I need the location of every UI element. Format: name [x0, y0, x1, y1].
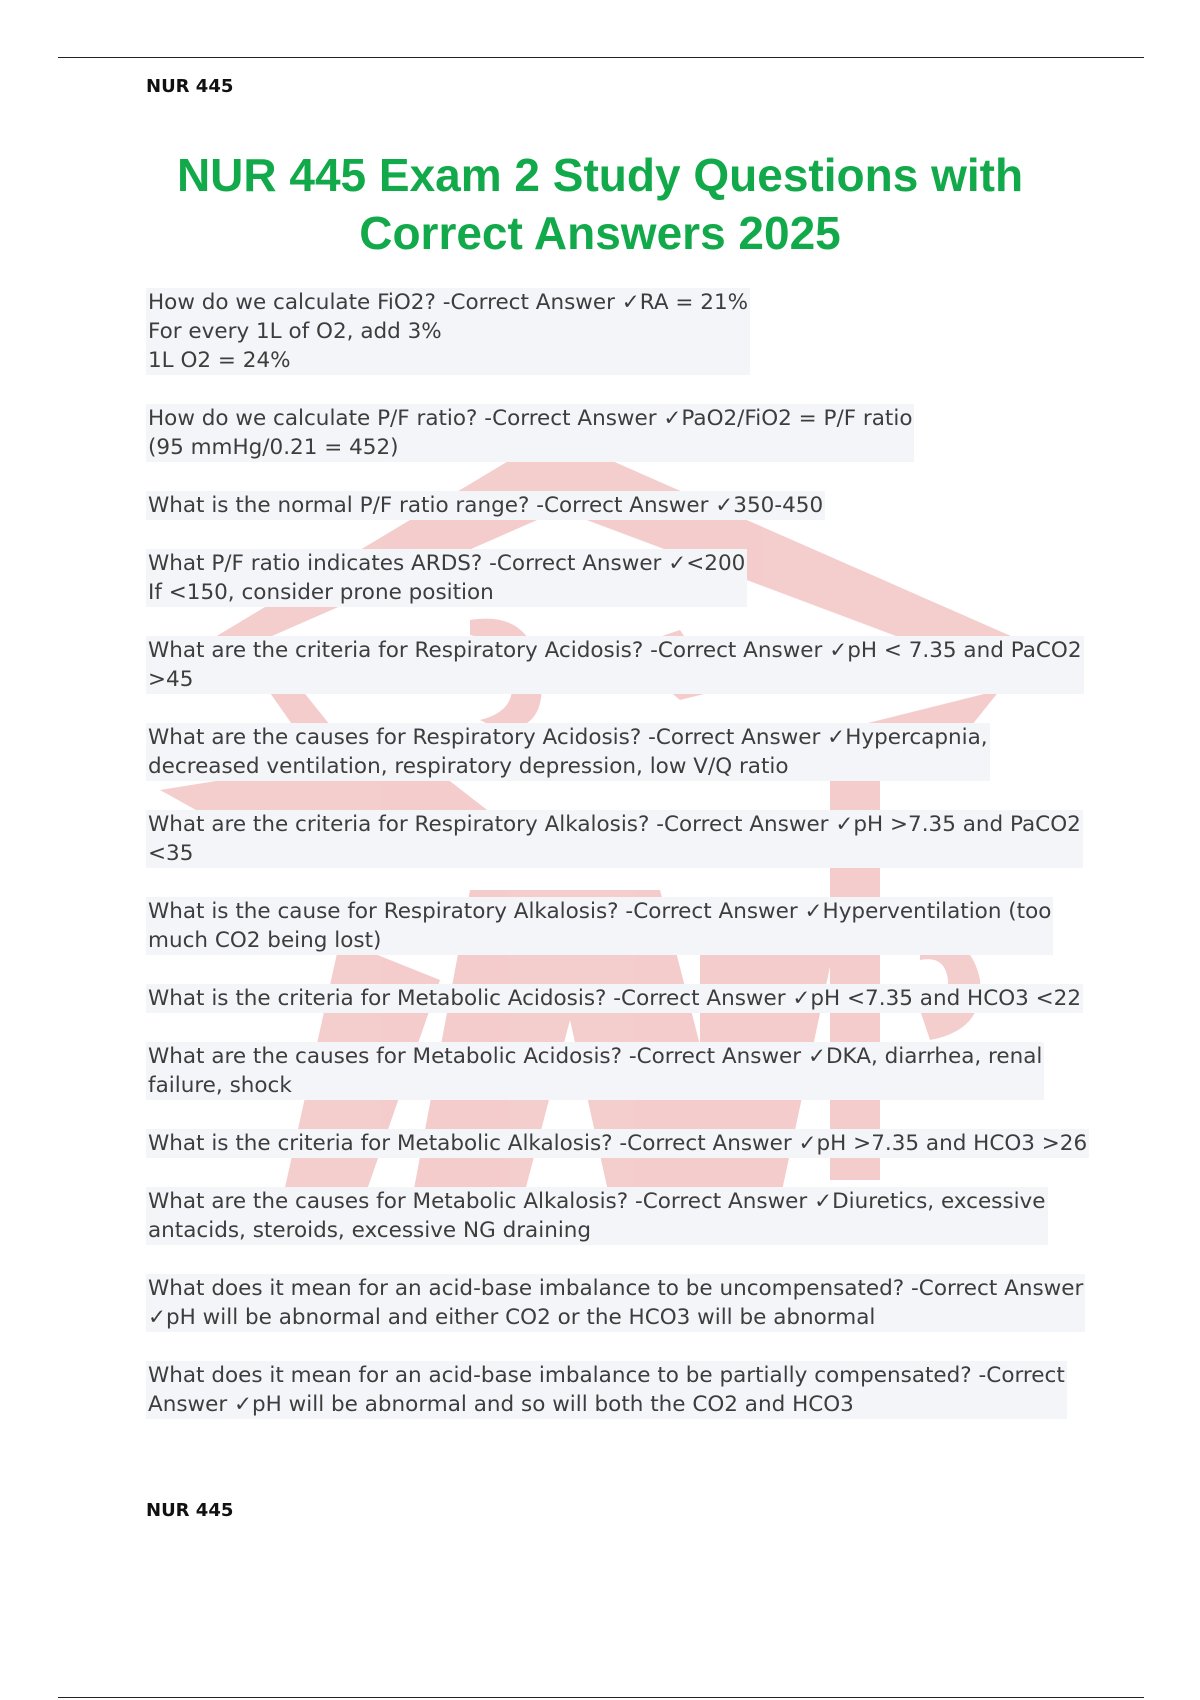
header-rule	[58, 57, 1144, 58]
qa-item	[146, 288, 1096, 375]
qa-item	[146, 723, 1096, 781]
qa-text: What does it mean for an acid-base imbalance to be uncompensated? -Correct Answer ✓pH will be abnormal and either CO2 or the HCO3 will be abnormal	[148, 1276, 1084, 1330]
qa-item	[146, 404, 1096, 462]
qa-text: What are the causes for Metabolic Acidosis? -Correct Answer ✓DKA, diarrhea, renal failure, shock	[148, 1044, 1043, 1098]
qa-text: What P/F ratio indicates ARDS? -Correct Answer ✓<200 If <150, consider prone position	[148, 551, 746, 605]
qa-item	[146, 1129, 1096, 1158]
qa-item	[146, 1042, 1096, 1100]
qa-text: What is the criteria for Metabolic Alkalosis? -Correct Answer ✓pH >7.35 and HCO3 >26	[148, 1131, 1088, 1156]
qa-text: How do we calculate FiO2? -Correct Answer ✓RA = 21% For every 1L of O2, add 3% 1L O2 = 24%	[148, 290, 749, 373]
qa-item	[146, 1187, 1096, 1245]
qa-item	[146, 897, 1096, 955]
qa-text: What are the causes for Respiratory Acidosis? -Correct Answer ✓Hypercapnia, decreased ventilation, respiratory depression, low V/Q ratio	[148, 725, 988, 779]
qa-text: What are the criteria for Respiratory Alkalosis? -Correct Answer ✓pH >7.35 and PaCO2 <35	[148, 812, 1081, 866]
qa-item	[146, 549, 1096, 607]
qa-text: What is the cause for Respiratory Alkalosis? -Correct Answer ✓Hyperventilation (too much CO2 being lost)	[148, 899, 1052, 953]
footer-rule	[58, 1697, 1144, 1698]
running-footer: NUR 445	[146, 1500, 234, 1521]
qa-item	[146, 491, 1096, 520]
qa-text: What is the criteria for Metabolic Acidosis? -Correct Answer ✓pH <7.35 and HCO3 <22	[148, 986, 1082, 1011]
qa-text: What are the causes for Metabolic Alkalosis? -Correct Answer ✓Diuretics, excessive antacids, steroids, excessive NG draining	[148, 1189, 1046, 1243]
qa-item	[146, 984, 1096, 1013]
qa-item	[146, 1361, 1096, 1419]
page-title: NUR 445 Exam 2 Study Questions with Correct Answers 2025	[176, 149, 1024, 259]
qa-text: What are the criteria for Respiratory Acidosis? -Correct Answer ✓pH < 7.35 and PaCO2 >45	[148, 638, 1082, 692]
qa-text: What does it mean for an acid-base imbalance to be partially compensated? -Correct Answer ✓pH will be abnormal and so will both the CO2 and HCO3	[148, 1363, 1065, 1417]
qa-text: How do we calculate P/F ratio? -Correct Answer ✓PaO2/FiO2 = P/F ratio (95 mmHg/0.21 = 452)	[148, 406, 913, 460]
qa-item	[146, 636, 1096, 694]
qa-list	[146, 288, 1096, 1448]
qa-text: What is the normal P/F ratio range? -Correct Answer ✓350-450	[148, 493, 824, 518]
qa-item	[146, 810, 1096, 868]
qa-item	[146, 1274, 1096, 1332]
running-header: NUR 445	[146, 76, 234, 97]
